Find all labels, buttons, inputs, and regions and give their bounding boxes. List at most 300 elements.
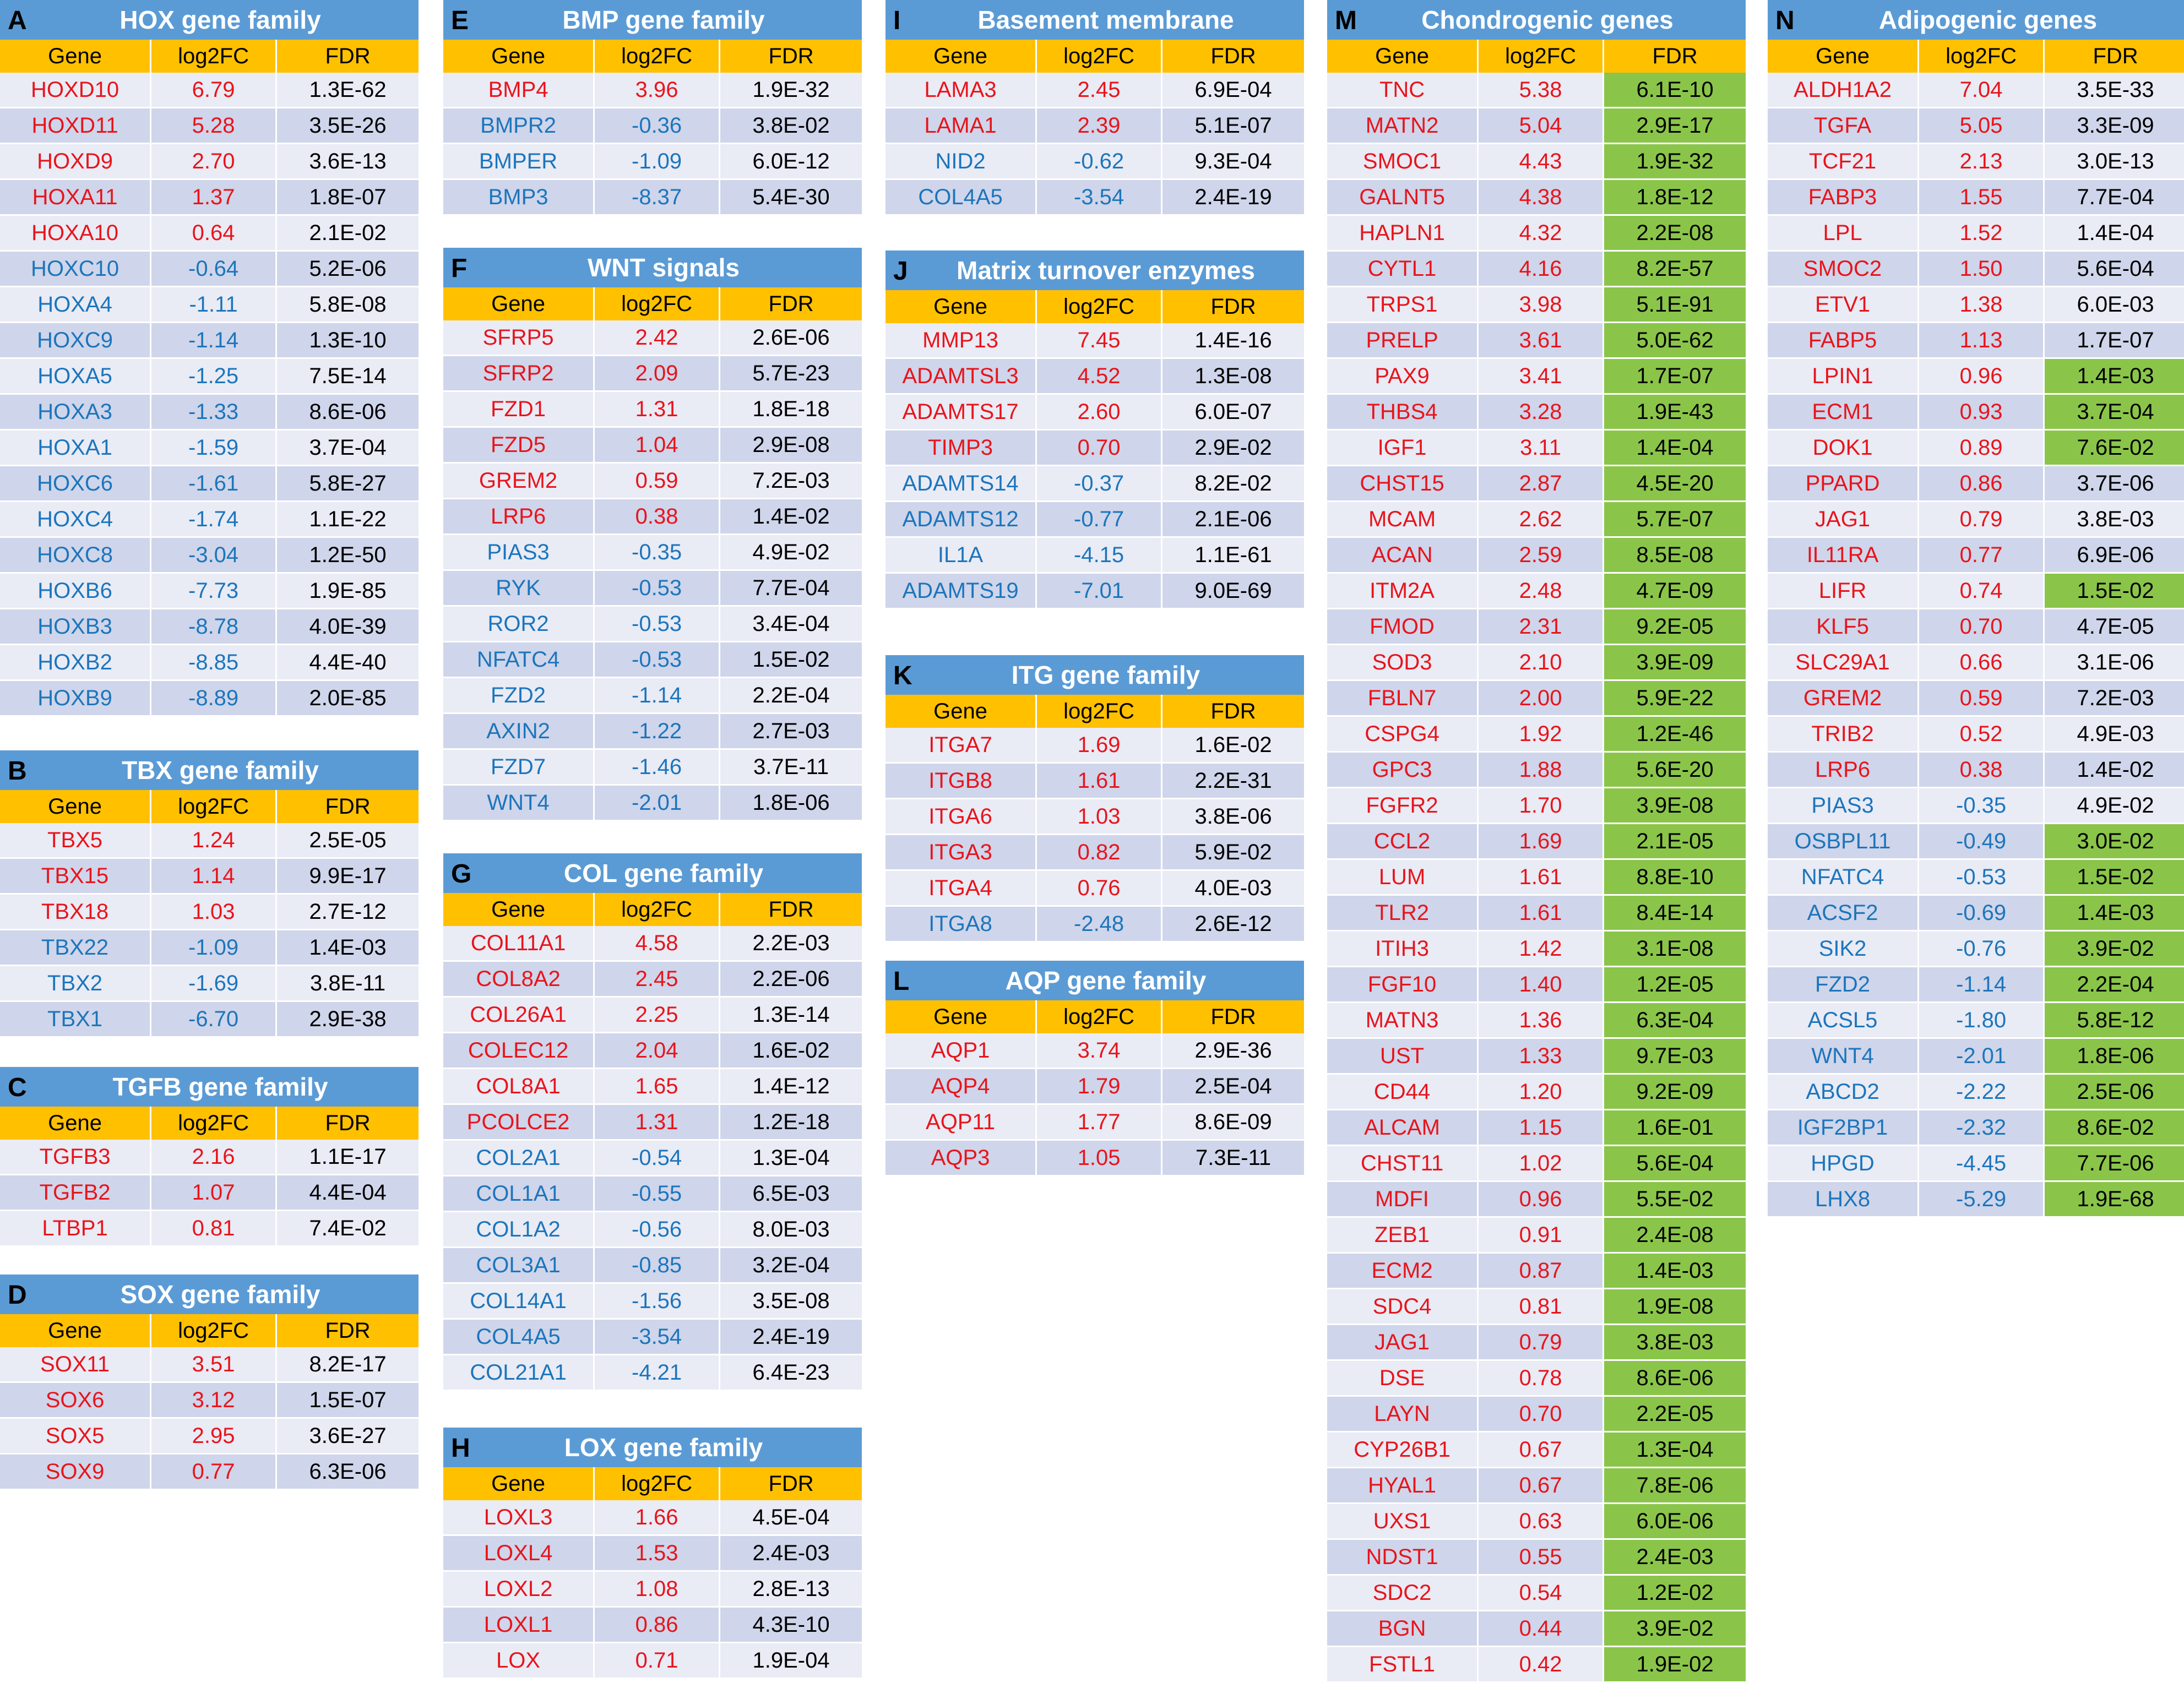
gene-cell: ADAMTSL3	[885, 358, 1036, 394]
table-row	[1327, 394, 1746, 430]
panel-title: Adipogenic genes	[1878, 6, 2098, 34]
fdr-cell: 1.1E-22	[276, 502, 419, 537]
gene-cell: TGFA	[1768, 108, 1919, 144]
gene-column-header: Gene	[443, 40, 594, 73]
panel-title: COL gene family	[563, 859, 764, 887]
table-row	[443, 1248, 862, 1283]
gene-cell: ADAMTS14	[885, 466, 1036, 502]
table-row	[1768, 645, 2184, 680]
fdr-cell: 3.5E-08	[720, 1283, 862, 1319]
log2fc-cell: 1.66	[594, 1500, 720, 1535]
fdr-cell: 5.5E-02	[1604, 1181, 1746, 1217]
gene-cell: HOXB2	[0, 645, 151, 680]
log2fc-column-header: log2FC	[1478, 40, 1604, 73]
log2fc-cell: 3.11	[1478, 430, 1604, 466]
fdr-cell: 2.2E-08	[1604, 215, 1746, 251]
fdr-cell: 1.3E-04	[1604, 1432, 1746, 1468]
log2fc-cell: 1.69	[1036, 728, 1162, 763]
gene-table	[885, 1000, 1304, 1177]
gene-cell: ALDH1A2	[1768, 73, 1919, 108]
gene-column-header: Gene	[885, 695, 1036, 728]
log2fc-cell: -8.37	[594, 179, 720, 215]
gene-cell: WNT4	[1768, 1038, 1919, 1074]
log2fc-column-header: log2FC	[594, 893, 720, 926]
table-row	[443, 997, 862, 1033]
table-row	[1327, 752, 1746, 788]
log2fc-cell: 2.00	[1478, 680, 1604, 716]
table-row	[885, 358, 1304, 394]
table-row	[1327, 251, 1746, 287]
gene-cell: SFRP2	[443, 356, 594, 391]
table-row	[443, 749, 862, 785]
table-row	[885, 430, 1304, 466]
log2fc-cell: 0.93	[1919, 394, 2044, 430]
gene-cell: COL1A1	[443, 1176, 594, 1212]
log2fc-cell: 0.52	[1919, 716, 2044, 752]
fdr-cell: 3.0E-02	[2044, 824, 2184, 859]
log2fc-cell: 1.02	[1478, 1146, 1604, 1181]
table-row	[1327, 1325, 1746, 1360]
table-row	[443, 108, 862, 144]
fdr-cell: 3.6E-13	[276, 144, 419, 179]
log2fc-cell: 2.87	[1478, 466, 1604, 502]
fdr-cell: 2.9E-02	[1162, 430, 1304, 466]
gene-cell: SDC2	[1327, 1575, 1478, 1611]
panel-letter: F	[451, 254, 468, 283]
gene-cell: AQP1	[885, 1033, 1036, 1069]
gene-column-header: Gene	[443, 893, 594, 926]
panel-h	[443, 1428, 862, 1679]
panel-header	[443, 248, 862, 287]
log2fc-cell: 0.96	[1478, 1181, 1604, 1217]
panel-a	[0, 0, 419, 717]
fdr-cell: 8.2E-57	[1604, 251, 1746, 287]
fdr-cell: 6.3E-06	[276, 1454, 419, 1490]
gene-cell: SOD3	[1327, 645, 1478, 680]
panel-letter: B	[8, 756, 27, 786]
fdr-cell: 1.4E-04	[1604, 430, 1746, 466]
table-row	[885, 466, 1304, 502]
gene-cell: PRELP	[1327, 323, 1478, 358]
log2fc-cell: 0.42	[1478, 1647, 1604, 1682]
panel-title: Chondrogenic genes	[1421, 6, 1674, 34]
fdr-cell: 7.2E-03	[2044, 680, 2184, 716]
log2fc-cell: -1.59	[151, 430, 276, 466]
log2fc-cell: 1.55	[1919, 179, 2044, 215]
fdr-cell: 1.2E-18	[720, 1104, 862, 1140]
log2fc-column-header: log2FC	[1919, 40, 2044, 73]
table-row	[1768, 394, 2184, 430]
table-row	[0, 466, 419, 502]
table-row	[443, 961, 862, 997]
log2fc-cell: -5.29	[1919, 1181, 2044, 1217]
log2fc-cell: 4.32	[1478, 215, 1604, 251]
table-row	[1327, 144, 1746, 179]
gene-cell: COL11A1	[443, 926, 594, 961]
log2fc-cell: 0.71	[594, 1643, 720, 1679]
table-row	[1327, 1360, 1746, 1396]
gene-cell: SDC4	[1327, 1289, 1478, 1325]
table-row	[0, 358, 419, 394]
table-row	[1768, 573, 2184, 609]
table-row	[1768, 859, 2184, 895]
gene-cell: ADAMTS17	[885, 394, 1036, 430]
fdr-cell: 6.0E-12	[720, 144, 862, 179]
log2fc-cell: 2.04	[594, 1033, 720, 1069]
gene-cell: ITGB8	[885, 763, 1036, 799]
gene-cell: TNC	[1327, 73, 1478, 108]
fdr-cell: 8.6E-06	[1604, 1360, 1746, 1396]
fdr-cell: 8.6E-06	[276, 394, 419, 430]
log2fc-cell: 3.28	[1478, 394, 1604, 430]
gene-cell: LOXL1	[443, 1607, 594, 1643]
fdr-cell: 1.7E-07	[1604, 358, 1746, 394]
gene-cell: HOXA1	[0, 430, 151, 466]
panel-title: AQP gene family	[1005, 966, 1207, 995]
fdr-cell: 4.4E-04	[276, 1175, 419, 1211]
fdr-cell: 6.5E-03	[720, 1176, 862, 1212]
log2fc-cell: -0.64	[151, 251, 276, 287]
log2fc-cell: 1.38	[1919, 287, 2044, 323]
table-row	[1327, 1038, 1746, 1074]
gene-cell: TRPS1	[1327, 287, 1478, 323]
panel-header	[1768, 0, 2184, 40]
fdr-cell: 1.3E-62	[276, 73, 419, 108]
fdr-cell: 4.7E-05	[2044, 609, 2184, 645]
log2fc-cell: 0.67	[1478, 1432, 1604, 1468]
table-row	[1327, 1504, 1746, 1539]
log2fc-cell: -2.32	[1919, 1110, 2044, 1146]
table-row	[1327, 537, 1746, 573]
gene-cell: SLC29A1	[1768, 645, 1919, 680]
table-row	[1327, 108, 1746, 144]
gene-cell: ADAMTS19	[885, 573, 1036, 609]
log2fc-column-header: log2FC	[151, 1107, 276, 1140]
gene-cell: LOXL4	[443, 1535, 594, 1571]
log2fc-column-header: log2FC	[1036, 290, 1162, 323]
gene-cell: FZD5	[443, 427, 594, 463]
panel-title: Matrix turnover enzymes	[957, 256, 1255, 285]
table-row	[1327, 1396, 1746, 1432]
log2fc-cell: 1.61	[1036, 763, 1162, 799]
gene-cell: JAG1	[1327, 1325, 1478, 1360]
gene-cell: COL21A1	[443, 1355, 594, 1391]
log2fc-cell: -0.49	[1919, 824, 2044, 859]
fdr-cell: 3.1E-06	[2044, 645, 2184, 680]
fdr-cell: 4.3E-10	[720, 1607, 862, 1643]
log2fc-cell: -0.56	[594, 1212, 720, 1248]
gene-cell: TBX18	[0, 894, 151, 930]
fdr-cell: 1.9E-85	[276, 573, 419, 609]
table-row	[443, 73, 862, 108]
panel-header	[443, 1428, 862, 1467]
log2fc-cell: 1.14	[151, 858, 276, 894]
gene-cell: COL4A5	[443, 1319, 594, 1355]
log2fc-cell: 3.98	[1478, 287, 1604, 323]
table-row	[0, 323, 419, 358]
table-row	[0, 179, 419, 215]
fdr-cell: 1.4E-02	[720, 499, 862, 535]
fdr-cell: 3.9E-09	[1604, 645, 1746, 680]
log2fc-cell: -1.74	[151, 502, 276, 537]
table-row	[885, 1033, 1304, 1069]
fdr-column-header: FDR	[720, 893, 862, 926]
fdr-cell: 1.3E-04	[720, 1140, 862, 1176]
log2fc-column-header: log2FC	[151, 1314, 276, 1347]
log2fc-cell: 2.45	[594, 961, 720, 997]
panel-letter: J	[893, 257, 908, 286]
gene-cell: HOXD9	[0, 144, 151, 179]
log2fc-cell: -0.85	[594, 1248, 720, 1283]
gene-cell: COLEC12	[443, 1033, 594, 1069]
panel-letter: D	[8, 1281, 27, 1310]
panel-letter: K	[893, 661, 912, 690]
table-row	[0, 609, 419, 645]
gene-cell: RYK	[443, 570, 594, 606]
log2fc-cell: 1.53	[594, 1535, 720, 1571]
panel-title: HOX gene family	[119, 6, 321, 34]
gene-cell: MMP13	[885, 323, 1036, 358]
table-row	[1768, 323, 2184, 358]
table-row	[1327, 430, 1746, 466]
fdr-cell: 6.4E-23	[720, 1355, 862, 1391]
gene-cell: TLR2	[1327, 895, 1478, 931]
gene-cell: LPL	[1768, 215, 1919, 251]
gene-cell: HAPLN1	[1327, 215, 1478, 251]
fdr-cell: 4.4E-40	[276, 645, 419, 680]
fdr-cell: 6.3E-04	[1604, 1003, 1746, 1038]
fdr-cell: 4.9E-02	[720, 535, 862, 570]
table-row	[0, 680, 419, 716]
gene-cell: TRIB2	[1768, 716, 1919, 752]
gene-cell: ROR2	[443, 606, 594, 642]
log2fc-cell: 3.74	[1036, 1033, 1162, 1069]
panel-n	[1768, 0, 2184, 1218]
log2fc-cell: 0.91	[1478, 1217, 1604, 1253]
log2fc-cell: 0.74	[1919, 573, 2044, 609]
table-row	[1327, 788, 1746, 824]
log2fc-cell: 1.07	[151, 1175, 276, 1211]
table-row	[0, 823, 419, 858]
panel-title: SOX gene family	[120, 1280, 320, 1309]
gene-cell: AXIN2	[443, 713, 594, 749]
log2fc-cell: 2.31	[1478, 609, 1604, 645]
fdr-cell: 5.8E-08	[276, 287, 419, 323]
gene-column-header: Gene	[443, 287, 594, 320]
fdr-cell: 1.1E-17	[276, 1140, 419, 1175]
log2fc-cell: -1.22	[594, 713, 720, 749]
log2fc-cell: 0.70	[1919, 609, 2044, 645]
gene-column-header: Gene	[1327, 40, 1478, 73]
table-row	[0, 1454, 419, 1490]
fdr-cell: 1.4E-12	[720, 1069, 862, 1104]
log2fc-cell: -0.55	[594, 1176, 720, 1212]
fdr-cell: 2.4E-03	[1604, 1539, 1746, 1575]
log2fc-cell: 5.04	[1478, 108, 1604, 144]
fdr-cell: 8.4E-14	[1604, 895, 1746, 931]
gene-cell: MDFI	[1327, 1181, 1478, 1217]
gene-cell: UST	[1327, 1038, 1478, 1074]
panel-title: BMP gene family	[562, 6, 765, 34]
log2fc-cell: -0.62	[1036, 144, 1162, 179]
log2fc-cell: -2.01	[1919, 1038, 2044, 1074]
fdr-cell: 2.2E-03	[720, 926, 862, 961]
gene-cell: CSPG4	[1327, 716, 1478, 752]
log2fc-cell: 1.77	[1036, 1104, 1162, 1140]
panel-g	[443, 853, 862, 1391]
fdr-cell: 2.2E-06	[720, 961, 862, 997]
panel-header	[885, 250, 1304, 290]
gene-cell: LUM	[1327, 859, 1478, 895]
log2fc-cell: 1.61	[1478, 895, 1604, 931]
fdr-column-header: FDR	[1162, 40, 1304, 73]
gene-cell: COL4A5	[885, 179, 1036, 215]
table-row	[443, 1104, 862, 1140]
log2fc-cell: 5.28	[151, 108, 276, 144]
table-row	[443, 535, 862, 570]
log2fc-cell: -1.11	[151, 287, 276, 323]
table-row	[1768, 1146, 2184, 1181]
fdr-cell: 5.9E-22	[1604, 680, 1746, 716]
log2fc-cell: 1.03	[1036, 799, 1162, 835]
fdr-cell: 3.8E-11	[276, 966, 419, 1001]
fdr-column-header: FDR	[1162, 290, 1304, 323]
gene-cell: LAYN	[1327, 1396, 1478, 1432]
panel-l	[885, 961, 1304, 1177]
fdr-cell: 1.2E-05	[1604, 967, 1746, 1003]
fdr-cell: 5.6E-04	[1604, 1146, 1746, 1181]
log2fc-cell: -4.21	[594, 1355, 720, 1391]
log2fc-cell: 0.79	[1478, 1325, 1604, 1360]
table-row	[0, 144, 419, 179]
gene-cell: THBS4	[1327, 394, 1478, 430]
log2fc-cell: 2.45	[1036, 73, 1162, 108]
gene-cell: LAMA1	[885, 108, 1036, 144]
table-row	[885, 73, 1304, 108]
log2fc-cell: 0.78	[1478, 1360, 1604, 1396]
gene-column-header: Gene	[0, 1314, 151, 1347]
table-row	[1327, 824, 1746, 859]
log2fc-column-header: log2FC	[594, 287, 720, 320]
log2fc-cell: -7.01	[1036, 573, 1162, 609]
gene-cell: ACSF2	[1768, 895, 1919, 931]
table-row	[1327, 609, 1746, 645]
fdr-cell: 9.3E-04	[1162, 144, 1304, 179]
log2fc-cell: -7.73	[151, 573, 276, 609]
table-row	[1327, 466, 1746, 502]
table-row	[443, 1283, 862, 1319]
table-row	[885, 144, 1304, 179]
table-row	[0, 73, 419, 108]
log2fc-column-header: log2FC	[1036, 1000, 1162, 1033]
log2fc-cell: 5.05	[1919, 108, 2044, 144]
fdr-cell: 2.7E-03	[720, 713, 862, 749]
panel-title: WNT signals	[587, 253, 740, 282]
panel-f	[443, 248, 862, 821]
table-row	[885, 763, 1304, 799]
fdr-cell: 3.0E-13	[2044, 144, 2184, 179]
fdr-cell: 1.3E-10	[276, 323, 419, 358]
panel-header	[885, 655, 1304, 695]
log2fc-cell: -1.25	[151, 358, 276, 394]
gene-cell: HOXD10	[0, 73, 151, 108]
log2fc-cell: 1.15	[1478, 1110, 1604, 1146]
gene-cell: HOXC4	[0, 502, 151, 537]
gene-cell: AQP4	[885, 1069, 1036, 1104]
log2fc-cell: 1.37	[151, 179, 276, 215]
log2fc-cell: 1.20	[1478, 1074, 1604, 1110]
gene-cell: SMOC1	[1327, 144, 1478, 179]
log2fc-cell: 3.41	[1478, 358, 1604, 394]
fdr-cell: 1.4E-16	[1162, 323, 1304, 358]
panel-m	[1327, 0, 1746, 1683]
gene-table	[443, 287, 862, 821]
fdr-column-header: FDR	[720, 40, 862, 73]
log2fc-cell: 0.77	[1919, 537, 2044, 573]
gene-table	[0, 40, 419, 717]
panel-header	[0, 1067, 419, 1107]
fdr-cell: 3.2E-04	[720, 1248, 862, 1283]
table-row	[443, 1140, 862, 1176]
gene-table	[885, 695, 1304, 943]
fdr-cell: 4.9E-03	[2044, 716, 2184, 752]
log2fc-cell: 0.44	[1478, 1611, 1604, 1647]
table-row	[443, 1500, 862, 1535]
table-row	[443, 1069, 862, 1104]
gene-cell: SOX5	[0, 1418, 151, 1454]
gene-column-header: Gene	[1768, 40, 1919, 73]
fdr-cell: 1.5E-02	[2044, 859, 2184, 895]
gene-cell: DOK1	[1768, 430, 1919, 466]
table-row	[1327, 895, 1746, 931]
gene-cell: GPC3	[1327, 752, 1478, 788]
table-row	[1768, 251, 2184, 287]
table-row	[0, 1175, 419, 1211]
table-row	[885, 108, 1304, 144]
table-row	[0, 1382, 419, 1418]
gene-cell: SOX9	[0, 1454, 151, 1490]
gene-cell: FSTL1	[1327, 1647, 1478, 1682]
fdr-cell: 2.5E-05	[276, 823, 419, 858]
gene-cell: HOXC6	[0, 466, 151, 502]
panel-i	[885, 0, 1304, 216]
log2fc-cell: 0.86	[1919, 466, 2044, 502]
table-row	[885, 573, 1304, 609]
fdr-cell: 2.0E-85	[276, 680, 419, 716]
log2fc-cell: -1.09	[151, 930, 276, 966]
log2fc-cell: -0.76	[1919, 931, 2044, 967]
log2fc-cell: -8.78	[151, 609, 276, 645]
log2fc-cell: 2.39	[1036, 108, 1162, 144]
fdr-column-header: FDR	[276, 1314, 419, 1347]
fdr-cell: 5.7E-23	[720, 356, 862, 391]
log2fc-cell: -1.80	[1919, 1003, 2044, 1038]
fdr-cell: 1.4E-03	[276, 930, 419, 966]
fdr-cell: 5.1E-91	[1604, 287, 1746, 323]
fdr-cell: 3.5E-33	[2044, 73, 2184, 108]
table-row	[443, 356, 862, 391]
gene-cell: SOX6	[0, 1382, 151, 1418]
gene-cell: CYP26B1	[1327, 1432, 1478, 1468]
gene-cell: GALNT5	[1327, 179, 1478, 215]
fdr-cell: 3.9E-08	[1604, 788, 1746, 824]
log2fc-cell: 4.52	[1036, 358, 1162, 394]
table-row	[1327, 573, 1746, 609]
log2fc-cell: -0.53	[594, 642, 720, 678]
log2fc-cell: 7.45	[1036, 323, 1162, 358]
log2fc-cell: 4.38	[1478, 179, 1604, 215]
gene-cell: BMP3	[443, 179, 594, 215]
